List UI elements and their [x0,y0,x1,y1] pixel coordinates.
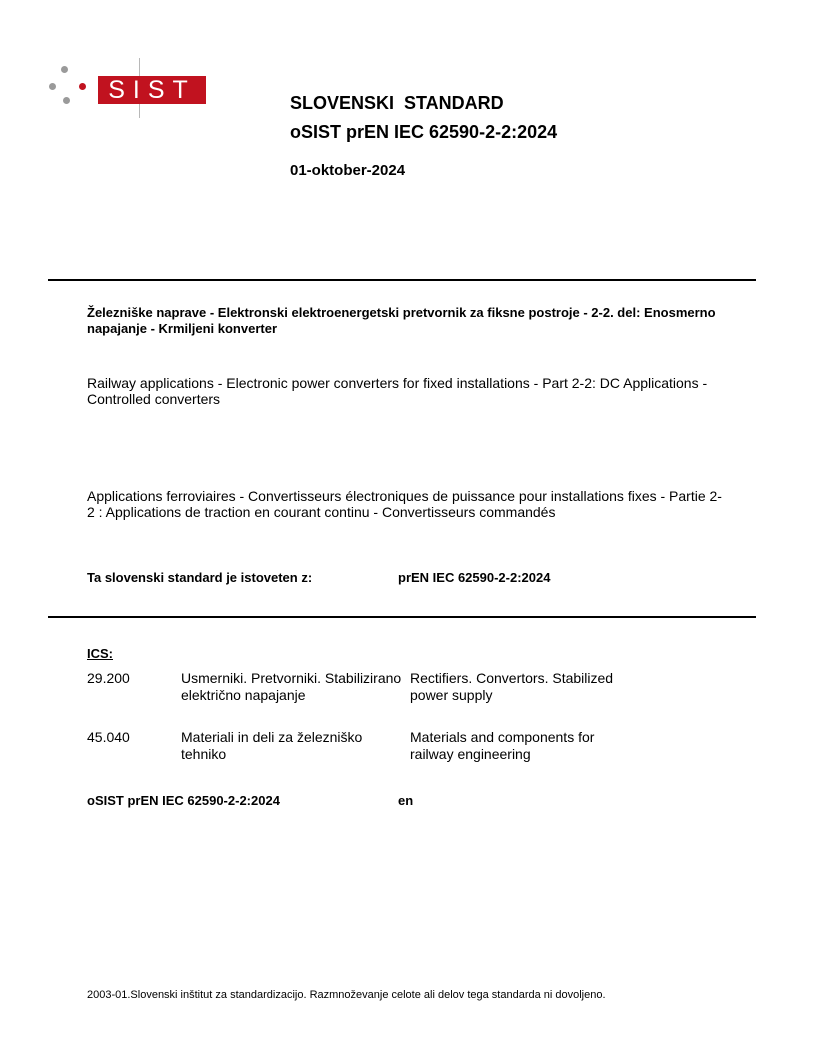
ics-code: 29.200 [87,670,130,686]
identity-value: prEN IEC 62590-2-2:2024 [398,570,551,585]
title-english: Railway applications - Electronic power converters for fixed installations - Part 2-2: DC Applications - Controlled converters [87,375,708,407]
top-divider [48,279,756,281]
logo-dots-icon [45,66,85,108]
publication-date: 01-oktober-2024 [290,162,406,179]
ics-row [87,670,647,722]
middle-divider [48,616,756,618]
ics-description-en: Rectifiers. Convertors. Stabilized power supply [410,670,614,703]
ics-description-en: Materials and components for railway engineering [410,729,595,762]
ics-heading: ICS: [87,646,113,661]
ics-row [87,729,647,765]
copyright-footer: 2003-01.Slovenski inštitut za standardizacijo. Razmnoževanje celote ali delov tega standarda ni dovoljeno. [87,989,606,1001]
sist-logo: SIST [98,76,206,104]
bottom-standard-id: oSIST prEN IEC 62590-2-2:2024 [87,793,280,808]
title-french: Applications ferroviaires - Convertisseurs électroniques de puissance pour installations fixes - Partie 2-2 : Applications de traction en courant continu - Convertisseurs commandés [87,488,722,520]
language-code: en [398,793,414,808]
ics-code: 45.040 [87,729,130,745]
standard-id: oSIST prEN IEC 62590-2-2:2024 [290,122,558,142]
ics-description-sl: Materiali in deli za železniško tehniko [181,729,363,762]
title-slovenian: Železniške naprave - Elektronski elektroenergetski pretvornik za fiksne postroje - 2-2. del: Enosmerno napajanje - Krmiljeni konverter [87,305,716,336]
ics-description-sl: Usmerniki. Pretvorniki. Stabilizirano električno napajanje [181,670,402,703]
standard-type: SLOVENSKI STANDARD [290,93,504,113]
identity-label: Ta slovenski standard je istoveten z: [87,570,313,585]
